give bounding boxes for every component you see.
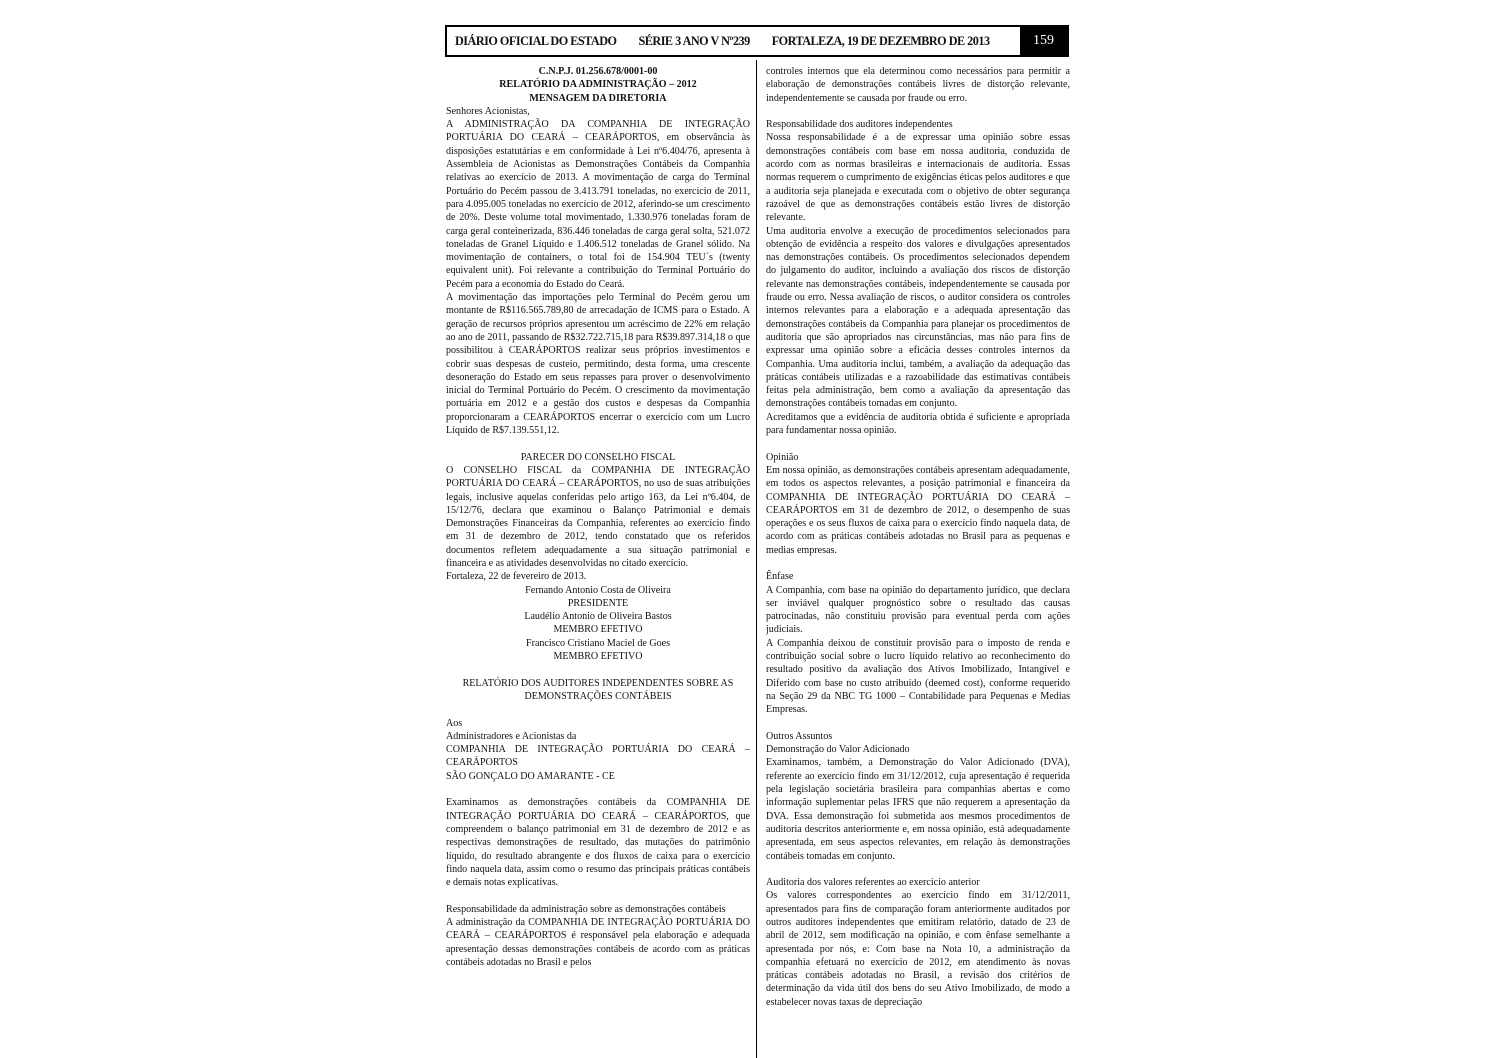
paragraph: Os valores correspondentes ao exercício findo em 31/12/2011, apresentados para fins de comparação foram anteriormente auditados por outros auditores independentes que emitiram relatório, datado de 23 de abril de 2012, sem modificação na opinião, e com ênfase semelhante a apresentada por nós, e: Com base na Nota 10, a administração da companhia efetuará no exercício de 2012, em atendimento às novas práticas contábeis adotadas no Brasil, a revisão dos critérios de determinação da vida útil dos bens do seu Ativo Imobilizado, de modo a estabelecer novas taxas de depreciação [766,890,1070,1008]
series-info: SÉRIE 3 ANO V Nº239 [638,33,750,48]
section-title: Auditoria dos valores referentes ao exercício anterior [766,877,980,889]
greeting: Senhores Acionistas, [446,105,530,117]
signature-role: MEMBRO EFETIVO [553,651,643,663]
section-title: RELATÓRIO DOS AUDITORES INDEPENDENTES SOBRE AS DEMONSTRAÇÕES CONTÁBEIS [462,677,734,702]
left-column [446,65,750,1055]
section-title: Opinião [766,451,799,463]
paragraph: Examinamos as demonstrações contábeis da COMPANHIA DE INTEGRAÇÃO PORTUÁRIA DO CEARÁ – CEARÁPORTOS, que compreendem o balanço patrimonial em 31 de dezembro de 2012 e as respectivas demonstrações de resultado, das mutações do patrimônio líquido, do resultado abrangente e dos fluxos de caixa para o exercício findo naquela data, assim como o resumo das principais práticas contábeis e demais notas explicativas. [446,797,750,889]
message-title: MENSAGEM DA DIRETORIA [529,92,667,104]
page-number: 159 [1020,27,1067,55]
publication-name: DIÁRIO OFICIAL DO ESTADO [455,33,617,48]
report-title: RELATÓRIO DA ADMINISTRAÇÃO – 2012 [499,79,697,91]
paragraph: A ADMINISTRAÇÃO DA COMPANHIA DE INTEGRAÇÃO PORTUÁRIA DO CEARÁ – CEARÁPORTOS, em observância às disposições estatutárias e em conformidade à Lei nº6.404/76, apresenta à Assembleia de Acionistas as Demonstrações Contábeis da Companhia relativas ao exercício de 2013. A movimentação de carga do Terminal Portuário do Pecém passou de 3.413.791 toneladas, no exercício de 2011, para 4.095.005 toneladas no exercício de 2012, aferindo-se um crescimento de 20%. Deste volume total movimentado, 1.330.976 toneladas foram de carga geral conteinerizada, 836.446 toneladas de carga geral solta, 521.072 toneladas de Granel Líquido e 1.406.512 toneladas de Granel sólido. Na movimentação de containers, o total foi de 154.904 TEU´s (twenty equivalent unit). Foi relevante a contribuição do Terminal Portuário do Pecém para a economia do Estado do Ceará. [446,119,750,290]
paragraph: Uma auditoria envolve a execução de procedimentos selecionados para obtenção de evidência a respeito dos valores e divulgações apresentados nas demonstrações contábeis. Os procedimentos selecionados dependem do julgamento do auditor, incluindo a avaliação dos riscos de distorção relevante nas demonstrações contábeis, independentemente se causada por fraude ou erro. Nessa avaliação de riscos, o auditor considera os controles internos relevantes para a elaboração e a adequada apresentação das demonstrações contábeis da Companhia para planejar os procedimentos de auditoria que são apropriados nas circunstâncias, mas não para fins de expressar uma opinião sobre a eficácia desses controles internos da Companhia. Uma auditoria inclui, também, a avaliação da adequação das práticas contábeis utilizadas e a razoabilidade das estimativas contábeis feitas pela administração, bem como a avaliação da apresentação das demonstrações contábeis tomadas em conjunto. [766,225,1070,410]
header-text [447,34,1020,49]
section-title: PARECER DO CONSELHO FISCAL [520,451,676,463]
paragraph: controles internos que ela determinou como necessários para permitir a elaboração de demonstrações contábeis livres de distorção relevante, independentemente se causada por fraude ou erro. [766,66,1070,104]
paragraph: A movimentação das importações pelo Terminal do Pecém gerou um montante de R$116.565.789,80 de arrecadação de ICMS para o Estado. A geração de recursos próprios apresentou um acréscimo de 22% em relação ao ano de 2011, passando de R$32.722.715,18 para R$39.897.314,18 o que possibilitou à CEARÁPORTOS realizar seus próprios investimentos e cobrir suas despesas de custeio, permitindo, desta forma, uma crescente desoneração do Estado em seus repasses para prover o desenvolvimento inicial do Terminal Portuário do Pecém. O crescimento da movimentação portuária em 2012 e a gestão dos custos e despesas da Companhia proporcionaram a CEARÁPORTOS encerrar o exercício com um Lucro Líquido de R$7.139.551,12. [446,292,750,437]
paragraph: Em nossa opinião, as demonstrações contábeis apresentam adequadamente, em todos os aspectos relevantes, a posição patrimonial e financeira da COMPANHIA DE INTEGRAÇÃO PORTUÁRIA DO CEARÁ – CEARÁPORTOS em 31 de dezembro de 2012, o desempenho de suas operações e os seus fluxos de caixa para o exercício findo naquela data, de acordo com as práticas contábeis adotadas no Brasil para as pequenas e medias empresas. [766,464,1070,556]
page-header [445,25,1069,57]
section-title: Ênfase [766,571,794,583]
section-title: Responsabilidade dos auditores independentes [766,119,953,131]
address-line: SÃO GONÇALO DO AMARANTE - CE [446,770,615,782]
signature-name: Francisco Cristiano Maciel de Goes [526,637,670,649]
section-title: Responsabilidade da administração sobre as demonstrações contábeis [446,903,726,915]
paragraph: Examinamos, também, a Demonstração do Valor Adicionado (DVA), referente ao exercício findo em 31/12/2012, cuja apresentação é requerida pela legislação societária brasileira para companhias abertas e como informação suplementar pelas IFRS que não requerem a apresentação da DVA. Essa demonstração foi submetida aos mesmos procedimentos de auditoria descritos anteriormente e, em nossa opinião, está adequadamente apresentada, em seus aspectos relevantes, em relação às demonstrações contábeis tomadas em conjunto. [766,757,1070,862]
paragraph: Nossa responsabilidade é a de expressar uma opinião sobre essas demonstrações contábeis com base em nossa auditoria, conduzida de acordo com as normas brasileiras e internacionais de auditoria. Essas normas requerem o cumprimento de exigências éticas pelos auditores e que a auditoria seja planejada e executada com o objetivo de obter segurança razoável de que as demonstrações contábeis estão livres de distorção relevante. [766,132,1070,224]
section-title: Outros Assuntos [766,730,833,742]
fiscal-date: Fortaleza, 22 de fevereiro de 2013. [446,571,587,583]
signature-name: Laudélio Antonio de Oliveira Bastos [524,611,672,623]
paragraph: A Companhia deixou de constituir provisão para o imposto de renda e contribuição social sobre o lucro líquido relativo ao reconhecimento do resultado positivo da avaliação dos Ativos Imobilizado, Intangível e Diferido com base no custo atribuído (deemed cost), conforme requerido na Seção 29 da NBC TG 1000 – Contabilidade para Pequenas e Medias Empresas. [766,637,1070,716]
publication-date: FORTALEZA, 19 DE DEZEMBRO DE 2013 [771,33,990,48]
address-line: Administradores e Acionistas da [446,730,577,742]
right-column [766,65,1070,1055]
signature-role: PRESIDENTE [567,597,629,609]
address-line: COMPANHIA DE INTEGRAÇÃO PORTUÁRIA DO CEARÁ – CEARÁPORTOS [446,744,750,769]
address-line: Aos [446,717,463,729]
signature-name: Fernando Antonio Costa de Oliveira [525,584,671,596]
paragraph: O CONSELHO FISCAL da COMPANHIA DE INTEGRAÇÃO PORTUÁRIA DO CEARÁ – CEARÁPORTOS, no uso de suas atribuições legais, inclusive aquelas conferidas pelo artigo 163, da Lei nº6.404, de 15/12/76, declara que examinou o Balanço Patrimonial e demais Demonstrações Financeiras da Companhia, referentes ao exercício findo em 31 de dezembro de 2012, tendo constatado que os referidos documentos refletem adequadamente a sua situação patrimonial e financeira e as atividades desenvolvidas no citado exercício. [446,464,750,569]
subsection-title: Demonstração do Valor Adicionado [766,744,910,756]
signature-role: MEMBRO EFETIVO [553,624,643,636]
paragraph: A administração da COMPANHIA DE INTEGRAÇÃO PORTUÁRIA DO CEARÁ – CEARÁPORTOS é responsável pela elaboração e adequada apresentação dessas demonstrações contábeis de acordo com as práticas contábeis adotadas no Brasil e pelos [446,917,750,968]
paragraph: A Companhia, com base na opinião do departamento jurídico, que declara ser inviável qualquer prognóstico sobre o resultado das causas patrocinadas, não constituiu provisão para eventual perda com ações judiciais. [766,584,1070,636]
paragraph: Acreditamos que a evidência de auditoria obtida é suficiente e apropriada para fundamentar nossa opinião. [766,411,1070,437]
cnpj: C.N.P.J. 01.256.678/0001-00 [538,66,658,77]
column-divider [756,60,757,1058]
